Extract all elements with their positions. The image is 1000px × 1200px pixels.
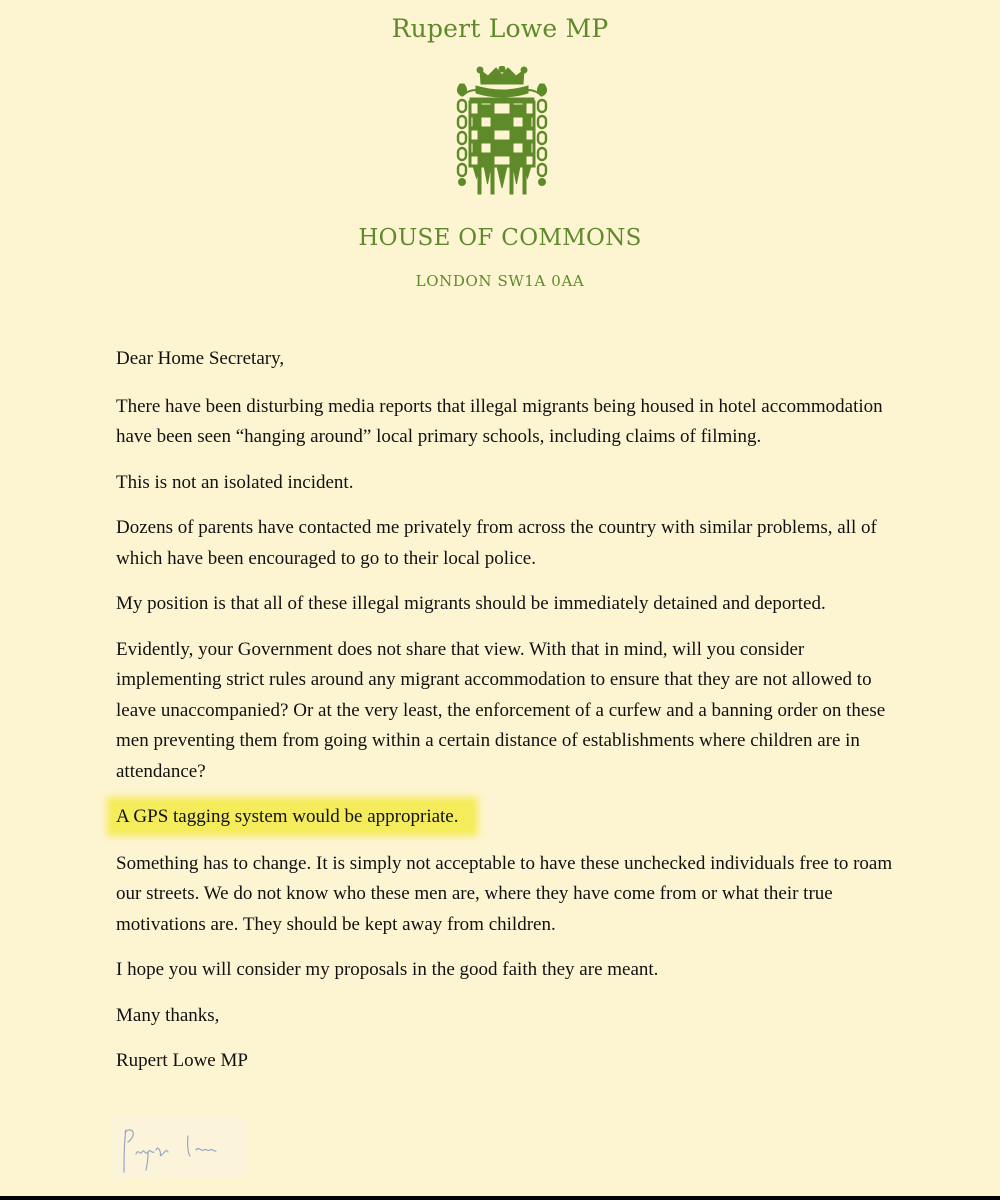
- letterhead-institution: HOUSE OF COMMONS: [358, 225, 642, 251]
- letter-paragraph: Something has to change. It is simply not acceptable to have these unchecked individuals free to roam our streets. We do not know who these men are, where they have come from or what their true motivations are. They should be kept away from children.: [116, 852, 893, 935]
- handwritten-signature: [112, 1118, 247, 1178]
- portcullis-icon: [450, 66, 554, 196]
- letterhead-address: LONDON SW1A 0AA: [415, 272, 585, 290]
- signatory-name: Rupert Lowe MP: [116, 1050, 248, 1071]
- letter-paragraph: There have been disturbing media reports that illegal migrants being housed in hotel accommodation have been seen “hanging around” local primary schools, including claims of filming.: [116, 395, 883, 447]
- salutation: Dear Home Secretary,: [116, 348, 285, 369]
- sign-off: Many thanks,: [116, 1004, 220, 1026]
- letter-paragraph: This is not an isolated incident.: [116, 471, 354, 493]
- letter-paragraph: Dozens of parents have contacted me privately from across the country with similar problems, all of which have been encouraged to go to their local police.: [116, 517, 877, 569]
- highlighted-paragraph: [116, 802, 906, 833]
- letter-paragraph: Evidently, your Government does not share that view. With that in mind, will you consider implementing strict rules around any migrant accommodation to ensure that they are not allowed to leave unaccompanied? Or at the very least, the enforcement of a curfew and a banning order on these men preventing them from going within a certain distance of establishments where children are in attendance?: [116, 638, 886, 782]
- letter-paragraph: I hope you will consider my proposals in the good faith they are meant.: [116, 959, 659, 980]
- letterhead-mp-name: Rupert Lowe MP: [391, 14, 609, 43]
- highlighted-text: A GPS tagging system would be appropriate.: [112, 802, 473, 831]
- letter-body: [116, 344, 906, 1092]
- bottom-border: [0, 1196, 1000, 1200]
- letter-paragraph: My position is that all of these illegal migrants should be immediately detained and deported.: [116, 593, 826, 614]
